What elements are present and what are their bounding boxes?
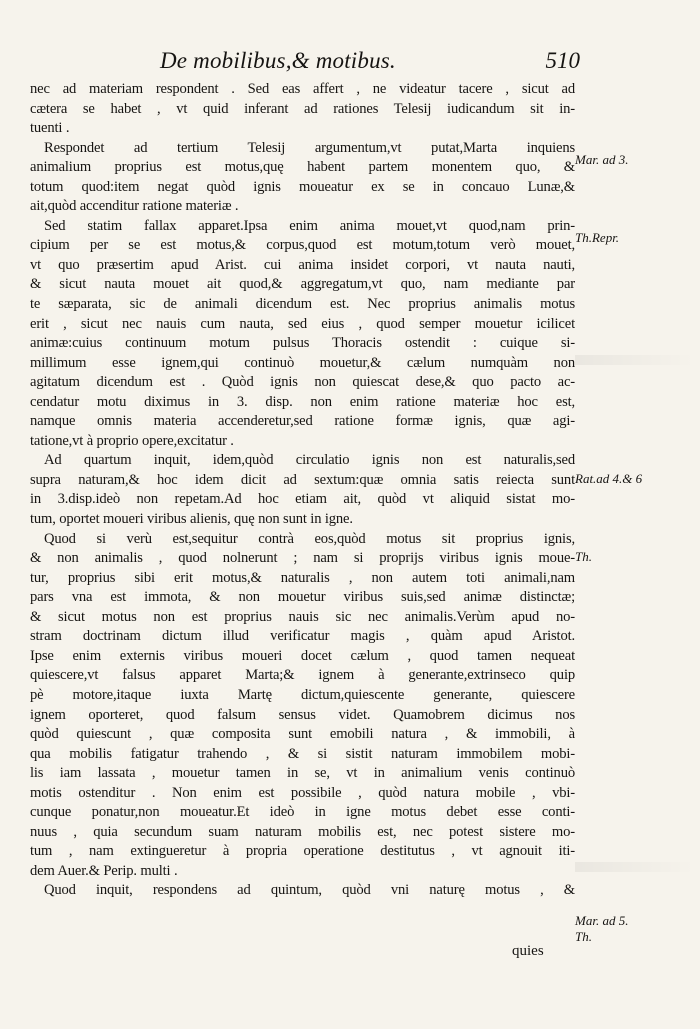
margin-note: Rat.ad 4.& 6 bbox=[575, 471, 643, 486]
text-line: & non animalis , quod nolnerunt ; nam si proprijs viribus ignis moue- bbox=[30, 550, 575, 567]
text-line: tum , nam extingueretur à propria operatione destitutus , vt agnouit iti- bbox=[30, 843, 575, 860]
text-line: cendatur motu diximus in 3. disp. non enim ratione materiæ hoc est, bbox=[30, 393, 575, 410]
text-line: lis iam lassata , mouetur tamen in se, vt in animalium venis continuò bbox=[30, 765, 575, 782]
running-title: De mobilibus,& motibus. bbox=[160, 48, 396, 73]
text-line: quòd quiescunt , quæ composita sunt emobili natura , & immobili, à bbox=[30, 726, 575, 743]
text-line: ignem oporteret, quod falsum sensus videt. Quamobrem dicimus nos bbox=[30, 706, 575, 723]
text-line: animæ:cuius continuum motum pulsus Thoracis ostendit : cuique si- bbox=[30, 335, 575, 352]
text-line: cætera se habet , vt quid inferant ad rationes Telesij iudicandum sit in- bbox=[30, 100, 575, 117]
margin-note: Mar. ad 5. bbox=[575, 913, 629, 928]
catchword: quies bbox=[512, 943, 544, 959]
margin-note: Th. bbox=[575, 929, 592, 944]
text-line: Ad quartum inquit, idem,quòd circulatio ignis non est naturalis,sed bbox=[44, 452, 575, 469]
text-line: dem Auer.& Perip. multi . bbox=[30, 862, 178, 879]
text-line: erit , sicut nec nauis cum nauta, sed eius , quod semper mouetur icilicet bbox=[30, 315, 575, 332]
text-line: pè motore,itaque iuxta Martę dictum,quiescente generante, quiescere bbox=[30, 686, 575, 703]
text-line: motis ostenditur . Non enim est possibile , quòd natura mobile , vbi- bbox=[30, 784, 575, 801]
text-line: vt quo præsertim apud Arist. cui anima insidet corpori, vt nauta nauti, bbox=[30, 256, 575, 273]
page-number: 510 bbox=[545, 48, 580, 73]
text-line: quiescere,vt falsus apparet Marta;& ignem à generante,extrinseco quip bbox=[30, 667, 575, 684]
text-line: Respondet ad tertium Telesij argumentum,vt putat,Marta inquiens bbox=[44, 139, 575, 156]
text-line: te sæparata, sic de animali dicendum est. Nec proprius animalis motus bbox=[30, 296, 575, 313]
text-line: Ipse enim externis viribus moueri docet cælum , quod tamen nequeat bbox=[30, 647, 575, 664]
text-line: tur, proprius sibi erit motus,& naturalis , non autem toti animali,nam bbox=[30, 569, 575, 586]
text-line: nuus , quia secundum suam naturam mobilis est, nec potest sistere mo- bbox=[30, 823, 575, 840]
margin-note: Mar. ad 3. bbox=[575, 152, 629, 167]
text-line: cunque ponatur,non moueatur.Et ideò in igne motus debet esse conti- bbox=[30, 804, 575, 821]
text-line: namque omnis materia accenderetur,sed ratione formæ ignis, quæ agi- bbox=[30, 413, 575, 430]
text-line: tuenti . bbox=[30, 120, 70, 137]
text-line: agitatum dicendum est . Quòd ignis non quiescat dese,& quo pacto ac- bbox=[30, 374, 575, 391]
text-line: & sicut nauta mouet ait quod,& aggregatum,vt quo, nam mediante par bbox=[30, 276, 575, 293]
text-line: ait,quòd accenditur ratione materiæ . bbox=[30, 198, 239, 215]
bleed-through-mark bbox=[575, 862, 695, 872]
text-line: in 3.disp.ideò non repetam.Ad hoc etiam ait, quòd vt aliquid sistat mo- bbox=[30, 491, 575, 508]
text-line: cipium per se est motus,& corpus,quod est motum,totum verò mouet, bbox=[30, 237, 575, 254]
text-line: animalium proprius est motus,quę habent partem monentem quo, & bbox=[30, 159, 575, 176]
text-line: qua mobilis fatigatur trahendo , & si sistit naturam immobilem mobi- bbox=[30, 745, 575, 762]
text-line: supra naturam,& hoc idem dicit ad sextum:quæ omnia satis reiecta sunt bbox=[30, 471, 575, 488]
text-line: Quod inquit, respondens ad quintum, quòd vni naturę motus , & bbox=[44, 882, 575, 899]
text-line: tum, oportet moueri viribus alienis, quę non sunt in igne. bbox=[30, 511, 353, 528]
text-line: millimum esse ignem,qui continuò mouetur,& cælum numquàm non bbox=[30, 354, 575, 371]
text-line: Sed statim fallax apparet.Ipsa enim anima mouet,vt quod,nam prin- bbox=[44, 217, 575, 234]
bleed-through-mark bbox=[575, 355, 695, 365]
text-line: nec ad materiam respondent . Sed eas affert , ne videatur tacere , sicut ad bbox=[30, 81, 575, 97]
margin-note: Th.Repr. bbox=[575, 230, 620, 245]
text-line: totum quod:item negat quòd ignis moueatur ex se in concauo Lunæ,& bbox=[30, 178, 575, 195]
margin-note: Th. bbox=[575, 549, 592, 564]
text-line: stram doctrinam dictum illud verificatur magis , quàm apud Aristot. bbox=[30, 628, 575, 645]
text-line: Quod si verù est,sequitur contrà eos,quòd motus sit proprius ignis, bbox=[44, 530, 575, 547]
text-line: pars vna est immota, & non mouetur viribus suis,sed animæ distinctæ; bbox=[30, 589, 575, 606]
text-line: tatione,vt à proprio opere,excitatur . bbox=[30, 432, 234, 449]
text-line: & sicut motus non est proprius nauis sic nec animalis.Verùm apud no- bbox=[30, 608, 575, 625]
